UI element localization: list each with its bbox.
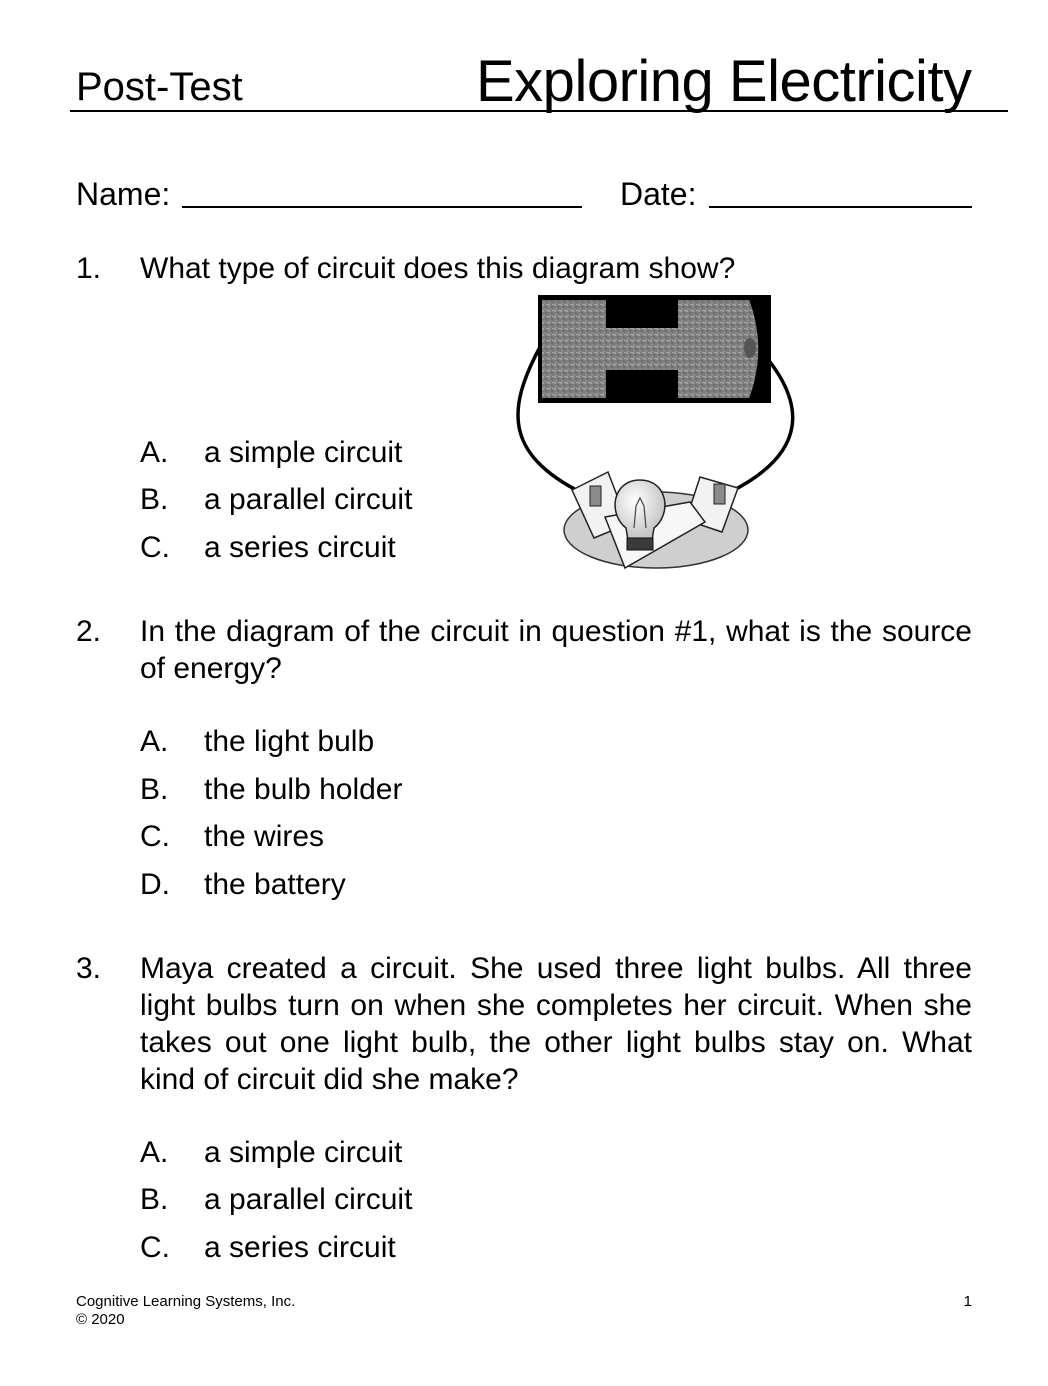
- option-letter: C.: [140, 820, 170, 853]
- date-blank-line[interactable]: [709, 206, 972, 208]
- question-3-text: Maya created a circuit. She used three light bulbs. All three light bulbs turn on when she completes her circuit. When she takes out one light bulb, the other light bulbs stay on. What kind of circuit did she make?: [140, 952, 972, 1096]
- question-1-option-a: [140, 434, 402, 471]
- question-3-number: 3.: [76, 952, 102, 985]
- question-2-option-d: [140, 866, 346, 903]
- question-1-text: What type of circuit does this diagram show?: [140, 252, 736, 285]
- question-2-option-c: [140, 818, 324, 855]
- option-text: a series circuit: [204, 531, 396, 564]
- option-letter: A.: [140, 1136, 169, 1169]
- date-label: Date:: [620, 176, 697, 212]
- question-2-option-b: [140, 771, 403, 808]
- option-text: a parallel circuit: [204, 1183, 413, 1216]
- name-blank-line[interactable]: [182, 206, 582, 208]
- option-text: the bulb holder: [204, 773, 403, 806]
- question-2-option-a: [140, 723, 374, 760]
- header-divider: [70, 110, 1008, 112]
- option-text: a simple circuit: [204, 1136, 403, 1169]
- question-1-option-c: [140, 529, 396, 566]
- option-text: the wires: [204, 820, 325, 853]
- question-3-option-a: [140, 1134, 402, 1171]
- option-text: a series circuit: [204, 1231, 396, 1264]
- post-test-label: Post-Test: [76, 65, 243, 109]
- option-text: a simple circuit: [204, 436, 403, 469]
- name-label: Name:: [76, 176, 171, 212]
- question-2-number: 2.: [76, 615, 102, 648]
- option-text: the light bulb: [204, 725, 375, 758]
- page-number: 1: [963, 1293, 972, 1310]
- option-letter: C.: [140, 531, 170, 564]
- footer-company: Cognitive Learning Systems, Inc.: [76, 1293, 296, 1310]
- option-text: the battery: [204, 868, 346, 901]
- option-letter: A.: [140, 725, 169, 758]
- option-letter: B.: [140, 483, 169, 516]
- circuit-diagram: [500, 292, 810, 577]
- option-letter: B.: [140, 773, 169, 806]
- question-2-text: In the diagram of the circuit in question #1, what is the source of energy?: [140, 615, 972, 685]
- option-letter: A.: [140, 436, 169, 469]
- option-letter: B.: [140, 1183, 169, 1216]
- question-3-option-b: [140, 1181, 412, 1218]
- footer-credit: [76, 1293, 295, 1329]
- option-letter: C.: [140, 1231, 170, 1264]
- question-3-option-c: [140, 1229, 396, 1266]
- question-1-number: 1.: [76, 252, 102, 285]
- footer-copyright: © 2020: [76, 1311, 125, 1328]
- option-letter: D.: [140, 868, 170, 901]
- question-1-option-b: [140, 481, 412, 518]
- page-title: Exploring Electricity: [476, 49, 972, 114]
- option-text: a parallel circuit: [204, 483, 413, 516]
